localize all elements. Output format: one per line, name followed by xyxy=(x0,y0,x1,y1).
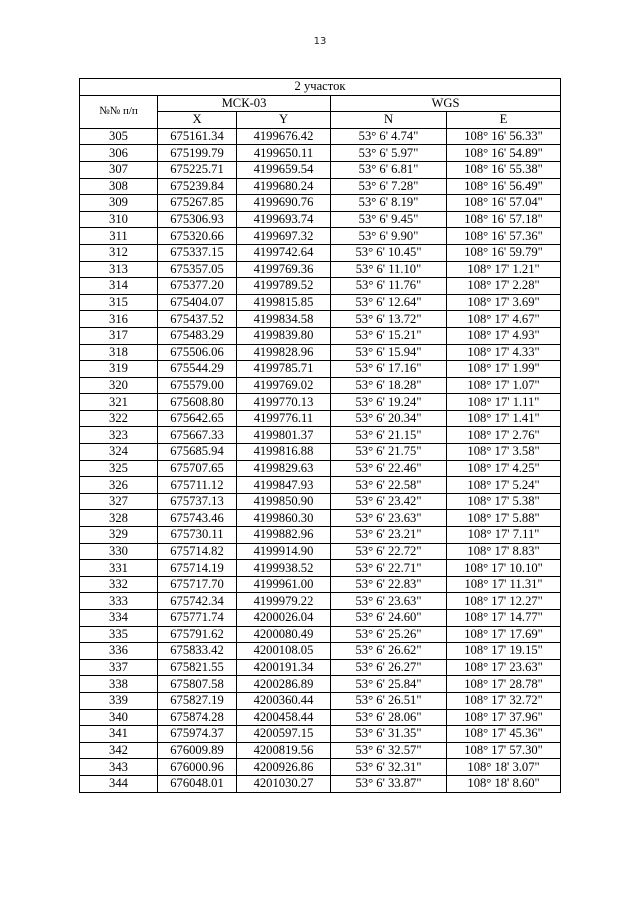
table-row xyxy=(80,195,561,212)
e-cell: 108° 17' 28.78" xyxy=(447,676,561,693)
point-number-cell: 316 xyxy=(80,311,158,328)
n-cell: 53° 6' 6.81" xyxy=(331,161,447,178)
x-cell: 676000.96 xyxy=(158,759,237,776)
point-number-cell: 339 xyxy=(80,692,158,709)
x-cell: 675743.46 xyxy=(158,510,237,527)
x-cell: 675874.28 xyxy=(158,709,237,726)
e-cell: 108° 18' 8.60" xyxy=(447,775,561,792)
table-row xyxy=(80,444,561,461)
e-cell: 108° 16' 56.33" xyxy=(447,128,561,145)
table-row xyxy=(80,244,561,261)
x-cell: 675714.19 xyxy=(158,560,237,577)
point-number-cell: 342 xyxy=(80,742,158,759)
table-row xyxy=(80,228,561,245)
y-cell: 4199801.37 xyxy=(237,427,331,444)
e-cell: 108° 16' 57.18" xyxy=(447,211,561,228)
point-number-cell: 320 xyxy=(80,377,158,394)
x-cell: 675225.71 xyxy=(158,161,237,178)
e-cell: 108° 17' 2.28" xyxy=(447,278,561,295)
n-cell: 53° 6' 22.72" xyxy=(331,543,447,560)
point-number-cell: 341 xyxy=(80,726,158,743)
y-cell: 4199776.11 xyxy=(237,410,331,427)
table-row xyxy=(80,510,561,527)
point-number-cell: 333 xyxy=(80,593,158,610)
table-row xyxy=(80,261,561,278)
y-cell: 4199860.30 xyxy=(237,510,331,527)
table-row xyxy=(80,327,561,344)
n-cell: 53° 6' 22.83" xyxy=(331,576,447,593)
point-number-cell: 322 xyxy=(80,410,158,427)
x-cell: 675974.37 xyxy=(158,726,237,743)
table-row xyxy=(80,128,561,145)
e-cell: 108° 17' 12.27" xyxy=(447,593,561,610)
e-cell: 108° 16' 56.49" xyxy=(447,178,561,195)
x-cell: 675404.07 xyxy=(158,294,237,311)
y-cell: 4199839.80 xyxy=(237,327,331,344)
y-cell: 4200108.05 xyxy=(237,643,331,660)
n-cell: 53° 6' 9.90" xyxy=(331,228,447,245)
group-header-row xyxy=(80,95,561,112)
n-cell: 53° 6' 32.31" xyxy=(331,759,447,776)
y-cell: 4199850.90 xyxy=(237,493,331,510)
e-cell: 108° 17' 8.83" xyxy=(447,543,561,560)
y-cell: 4199961.00 xyxy=(237,576,331,593)
x-cell: 675306.93 xyxy=(158,211,237,228)
x-cell: 675544.29 xyxy=(158,361,237,378)
y-cell: 4200080.49 xyxy=(237,626,331,643)
x-cell: 675737.13 xyxy=(158,493,237,510)
y-cell: 4199847.93 xyxy=(237,477,331,494)
point-number-cell: 327 xyxy=(80,493,158,510)
x-cell: 675377.20 xyxy=(158,278,237,295)
point-number-cell: 325 xyxy=(80,460,158,477)
n-cell: 53° 6' 23.63" xyxy=(331,510,447,527)
e-cell: 108° 17' 17.69" xyxy=(447,626,561,643)
y-cell: 4200597.15 xyxy=(237,726,331,743)
y-cell: 4199914.90 xyxy=(237,543,331,560)
n-cell: 53° 6' 17.16" xyxy=(331,361,447,378)
x-cell: 675667.33 xyxy=(158,427,237,444)
x-cell: 675707.65 xyxy=(158,460,237,477)
table-row xyxy=(80,344,561,361)
y-cell: 4201030.27 xyxy=(237,775,331,792)
point-number-cell: 343 xyxy=(80,759,158,776)
n-cell: 53° 6' 21.75" xyxy=(331,444,447,461)
table-row xyxy=(80,726,561,743)
e-cell: 108° 17' 10.10" xyxy=(447,560,561,577)
wgs-group-header: WGS xyxy=(331,95,561,112)
point-number-cell: 305 xyxy=(80,128,158,145)
y-cell: 4199938.52 xyxy=(237,560,331,577)
point-number-cell: 335 xyxy=(80,626,158,643)
e-cell: 108° 17' 1.11" xyxy=(447,394,561,411)
n-cell: 53° 6' 9.45" xyxy=(331,211,447,228)
x-cell: 676009.89 xyxy=(158,742,237,759)
point-number-cell: 334 xyxy=(80,610,158,627)
point-number-cell: 324 xyxy=(80,444,158,461)
coordinates-table xyxy=(79,78,561,793)
e-cell: 108° 17' 14.77" xyxy=(447,610,561,627)
x-cell: 675642.65 xyxy=(158,410,237,427)
y-cell: 4199815.85 xyxy=(237,294,331,311)
table-row xyxy=(80,145,561,162)
table-body xyxy=(80,128,561,792)
y-cell: 4199816.88 xyxy=(237,444,331,461)
x-cell: 675437.52 xyxy=(158,311,237,328)
y-cell: 4199650.11 xyxy=(237,145,331,162)
e-cell: 108° 17' 23.63" xyxy=(447,659,561,676)
point-number-cell: 336 xyxy=(80,643,158,660)
point-number-cell: 344 xyxy=(80,775,158,792)
point-number-cell: 315 xyxy=(80,294,158,311)
point-number-cell: 312 xyxy=(80,244,158,261)
y-cell: 4199693.74 xyxy=(237,211,331,228)
e-cell: 108° 17' 4.33" xyxy=(447,344,561,361)
n-cell: 53° 6' 22.58" xyxy=(331,477,447,494)
x-cell: 675199.79 xyxy=(158,145,237,162)
table-row xyxy=(80,527,561,544)
y-cell: 4199828.96 xyxy=(237,344,331,361)
y-cell: 4199979.22 xyxy=(237,593,331,610)
table-row xyxy=(80,610,561,627)
x-cell: 675791.62 xyxy=(158,626,237,643)
e-cell: 108° 17' 5.24" xyxy=(447,477,561,494)
e-cell: 108° 17' 45.36" xyxy=(447,726,561,743)
e-cell: 108° 17' 1.21" xyxy=(447,261,561,278)
n-cell: 53° 6' 25.26" xyxy=(331,626,447,643)
y-cell: 4199697.32 xyxy=(237,228,331,245)
y-cell: 4199785.71 xyxy=(237,361,331,378)
table-row xyxy=(80,759,561,776)
point-number-cell: 326 xyxy=(80,477,158,494)
x-cell: 675608.80 xyxy=(158,394,237,411)
y-cell: 4200026.04 xyxy=(237,610,331,627)
point-number-cell: 307 xyxy=(80,161,158,178)
point-number-cell: 329 xyxy=(80,527,158,544)
page-number: 13 xyxy=(313,36,327,47)
point-number-cell: 309 xyxy=(80,195,158,212)
y-cell: 4200926.86 xyxy=(237,759,331,776)
point-number-cell: 340 xyxy=(80,709,158,726)
y-cell: 4199769.36 xyxy=(237,261,331,278)
table-row xyxy=(80,211,561,228)
n-cell: 53° 6' 15.94" xyxy=(331,344,447,361)
table-row xyxy=(80,477,561,494)
column-header-x: X xyxy=(158,112,237,129)
n-cell: 53° 6' 18.28" xyxy=(331,377,447,394)
e-cell: 108° 17' 1.07" xyxy=(447,377,561,394)
y-cell: 4199882.96 xyxy=(237,527,331,544)
x-cell: 675357.05 xyxy=(158,261,237,278)
point-number-cell: 313 xyxy=(80,261,158,278)
n-cell: 53° 6' 23.21" xyxy=(331,527,447,544)
n-cell: 53° 6' 10.45" xyxy=(331,244,447,261)
table-row xyxy=(80,643,561,660)
point-number-cell: 338 xyxy=(80,676,158,693)
x-cell: 675821.55 xyxy=(158,659,237,676)
point-number-cell: 321 xyxy=(80,394,158,411)
e-cell: 108° 17' 4.25" xyxy=(447,460,561,477)
point-number-cell: 330 xyxy=(80,543,158,560)
x-cell: 675267.85 xyxy=(158,195,237,212)
y-cell: 4200819.56 xyxy=(237,742,331,759)
x-cell: 676048.01 xyxy=(158,775,237,792)
n-cell: 53° 6' 11.76" xyxy=(331,278,447,295)
y-cell: 4200286.89 xyxy=(237,676,331,693)
table-row xyxy=(80,410,561,427)
point-number-cell: 328 xyxy=(80,510,158,527)
e-cell: 108° 16' 57.36" xyxy=(447,228,561,245)
section-title-row xyxy=(80,79,561,96)
point-number-cell: 311 xyxy=(80,228,158,245)
point-number-cell: 314 xyxy=(80,278,158,295)
n-cell: 53° 6' 24.60" xyxy=(331,610,447,627)
x-cell: 675833.42 xyxy=(158,643,237,660)
point-number-cell: 308 xyxy=(80,178,158,195)
x-cell: 675717.70 xyxy=(158,576,237,593)
n-cell: 53° 6' 4.74" xyxy=(331,128,447,145)
y-cell: 4199680.24 xyxy=(237,178,331,195)
x-cell: 675161.34 xyxy=(158,128,237,145)
e-cell: 108° 17' 4.93" xyxy=(447,327,561,344)
point-number-cell: 323 xyxy=(80,427,158,444)
n-cell: 53° 6' 19.24" xyxy=(331,394,447,411)
x-cell: 675711.12 xyxy=(158,477,237,494)
table-row xyxy=(80,361,561,378)
e-cell: 108° 17' 11.31" xyxy=(447,576,561,593)
e-cell: 108° 17' 5.88" xyxy=(447,510,561,527)
number-header: №№ п/п xyxy=(80,95,158,128)
point-number-cell: 317 xyxy=(80,327,158,344)
y-cell: 4199742.64 xyxy=(237,244,331,261)
n-cell: 53° 6' 11.10" xyxy=(331,261,447,278)
n-cell: 53° 6' 12.64" xyxy=(331,294,447,311)
section-title: 2 участок xyxy=(80,79,561,96)
column-header-n: N xyxy=(331,112,447,129)
y-cell: 4200191.34 xyxy=(237,659,331,676)
point-number-cell: 306 xyxy=(80,145,158,162)
y-cell: 4199659.54 xyxy=(237,161,331,178)
e-cell: 108° 17' 1.99" xyxy=(447,361,561,378)
n-cell: 53° 6' 13.72" xyxy=(331,311,447,328)
point-number-cell: 319 xyxy=(80,361,158,378)
table-row xyxy=(80,377,561,394)
y-cell: 4199829.63 xyxy=(237,460,331,477)
y-cell: 4199834.58 xyxy=(237,311,331,328)
e-cell: 108° 17' 57.30" xyxy=(447,742,561,759)
x-cell: 675827.19 xyxy=(158,692,237,709)
x-cell: 675506.06 xyxy=(158,344,237,361)
n-cell: 53° 6' 7.28" xyxy=(331,178,447,195)
msk-group-header: МСК-03 xyxy=(158,95,331,112)
y-cell: 4199770.13 xyxy=(237,394,331,411)
x-cell: 675320.66 xyxy=(158,228,237,245)
n-cell: 53° 6' 33.87" xyxy=(331,775,447,792)
n-cell: 53° 6' 26.62" xyxy=(331,643,447,660)
table-row xyxy=(80,659,561,676)
table-row xyxy=(80,775,561,792)
n-cell: 53° 6' 5.97" xyxy=(331,145,447,162)
table-row xyxy=(80,576,561,593)
n-cell: 53° 6' 20.34" xyxy=(331,410,447,427)
n-cell: 53° 6' 15.21" xyxy=(331,327,447,344)
point-number-cell: 318 xyxy=(80,344,158,361)
e-cell: 108° 17' 3.69" xyxy=(447,294,561,311)
x-cell: 675579.00 xyxy=(158,377,237,394)
table-row xyxy=(80,427,561,444)
n-cell: 53° 6' 22.46" xyxy=(331,460,447,477)
table-row xyxy=(80,161,561,178)
table-row xyxy=(80,294,561,311)
n-cell: 53° 6' 21.15" xyxy=(331,427,447,444)
table-row xyxy=(80,493,561,510)
point-number-cell: 310 xyxy=(80,211,158,228)
e-cell: 108° 17' 3.58" xyxy=(447,444,561,461)
x-cell: 675483.29 xyxy=(158,327,237,344)
e-cell: 108° 16' 59.79" xyxy=(447,244,561,261)
table-row xyxy=(80,311,561,328)
x-cell: 675730.11 xyxy=(158,527,237,544)
e-cell: 108° 17' 7.11" xyxy=(447,527,561,544)
table-row xyxy=(80,692,561,709)
e-cell: 108° 17' 1.41" xyxy=(447,410,561,427)
x-cell: 675807.58 xyxy=(158,676,237,693)
y-cell: 4199789.52 xyxy=(237,278,331,295)
table-row xyxy=(80,742,561,759)
table-row xyxy=(80,560,561,577)
e-cell: 108° 17' 2.76" xyxy=(447,427,561,444)
e-cell: 108° 17' 4.67" xyxy=(447,311,561,328)
table-row xyxy=(80,178,561,195)
x-cell: 675337.15 xyxy=(158,244,237,261)
table-row xyxy=(80,278,561,295)
x-cell: 675771.74 xyxy=(158,610,237,627)
table-row xyxy=(80,626,561,643)
e-cell: 108° 16' 57.04" xyxy=(447,195,561,212)
e-cell: 108° 17' 5.38" xyxy=(447,493,561,510)
table-row xyxy=(80,394,561,411)
n-cell: 53° 6' 23.42" xyxy=(331,493,447,510)
column-header-e: E xyxy=(447,112,561,129)
x-cell: 675239.84 xyxy=(158,178,237,195)
n-cell: 53° 6' 26.51" xyxy=(331,692,447,709)
n-cell: 53° 6' 8.19" xyxy=(331,195,447,212)
e-cell: 108° 16' 54.89" xyxy=(447,145,561,162)
column-header-y: Y xyxy=(237,112,331,129)
e-cell: 108° 17' 32.72" xyxy=(447,692,561,709)
x-cell: 675714.82 xyxy=(158,543,237,560)
point-number-cell: 331 xyxy=(80,560,158,577)
y-cell: 4200360.44 xyxy=(237,692,331,709)
table-row xyxy=(80,460,561,477)
y-cell: 4199690.76 xyxy=(237,195,331,212)
n-cell: 53° 6' 31.35" xyxy=(331,726,447,743)
point-number-cell: 332 xyxy=(80,576,158,593)
y-cell: 4199676.42 xyxy=(237,128,331,145)
e-cell: 108° 17' 37.96" xyxy=(447,709,561,726)
e-cell: 108° 18' 3.07" xyxy=(447,759,561,776)
n-cell: 53° 6' 23.63" xyxy=(331,593,447,610)
table-row xyxy=(80,676,561,693)
n-cell: 53° 6' 26.27" xyxy=(331,659,447,676)
n-cell: 53° 6' 22.71" xyxy=(331,560,447,577)
n-cell: 53° 6' 25.84" xyxy=(331,676,447,693)
point-number-cell: 337 xyxy=(80,659,158,676)
e-cell: 108° 17' 19.15" xyxy=(447,643,561,660)
table-row xyxy=(80,543,561,560)
e-cell: 108° 16' 55.38" xyxy=(447,161,561,178)
x-cell: 675685.94 xyxy=(158,444,237,461)
table-row xyxy=(80,593,561,610)
n-cell: 53° 6' 32.57" xyxy=(331,742,447,759)
n-cell: 53° 6' 28.06" xyxy=(331,709,447,726)
table-row xyxy=(80,709,561,726)
y-cell: 4200458.44 xyxy=(237,709,331,726)
x-cell: 675742.34 xyxy=(158,593,237,610)
y-cell: 4199769.02 xyxy=(237,377,331,394)
